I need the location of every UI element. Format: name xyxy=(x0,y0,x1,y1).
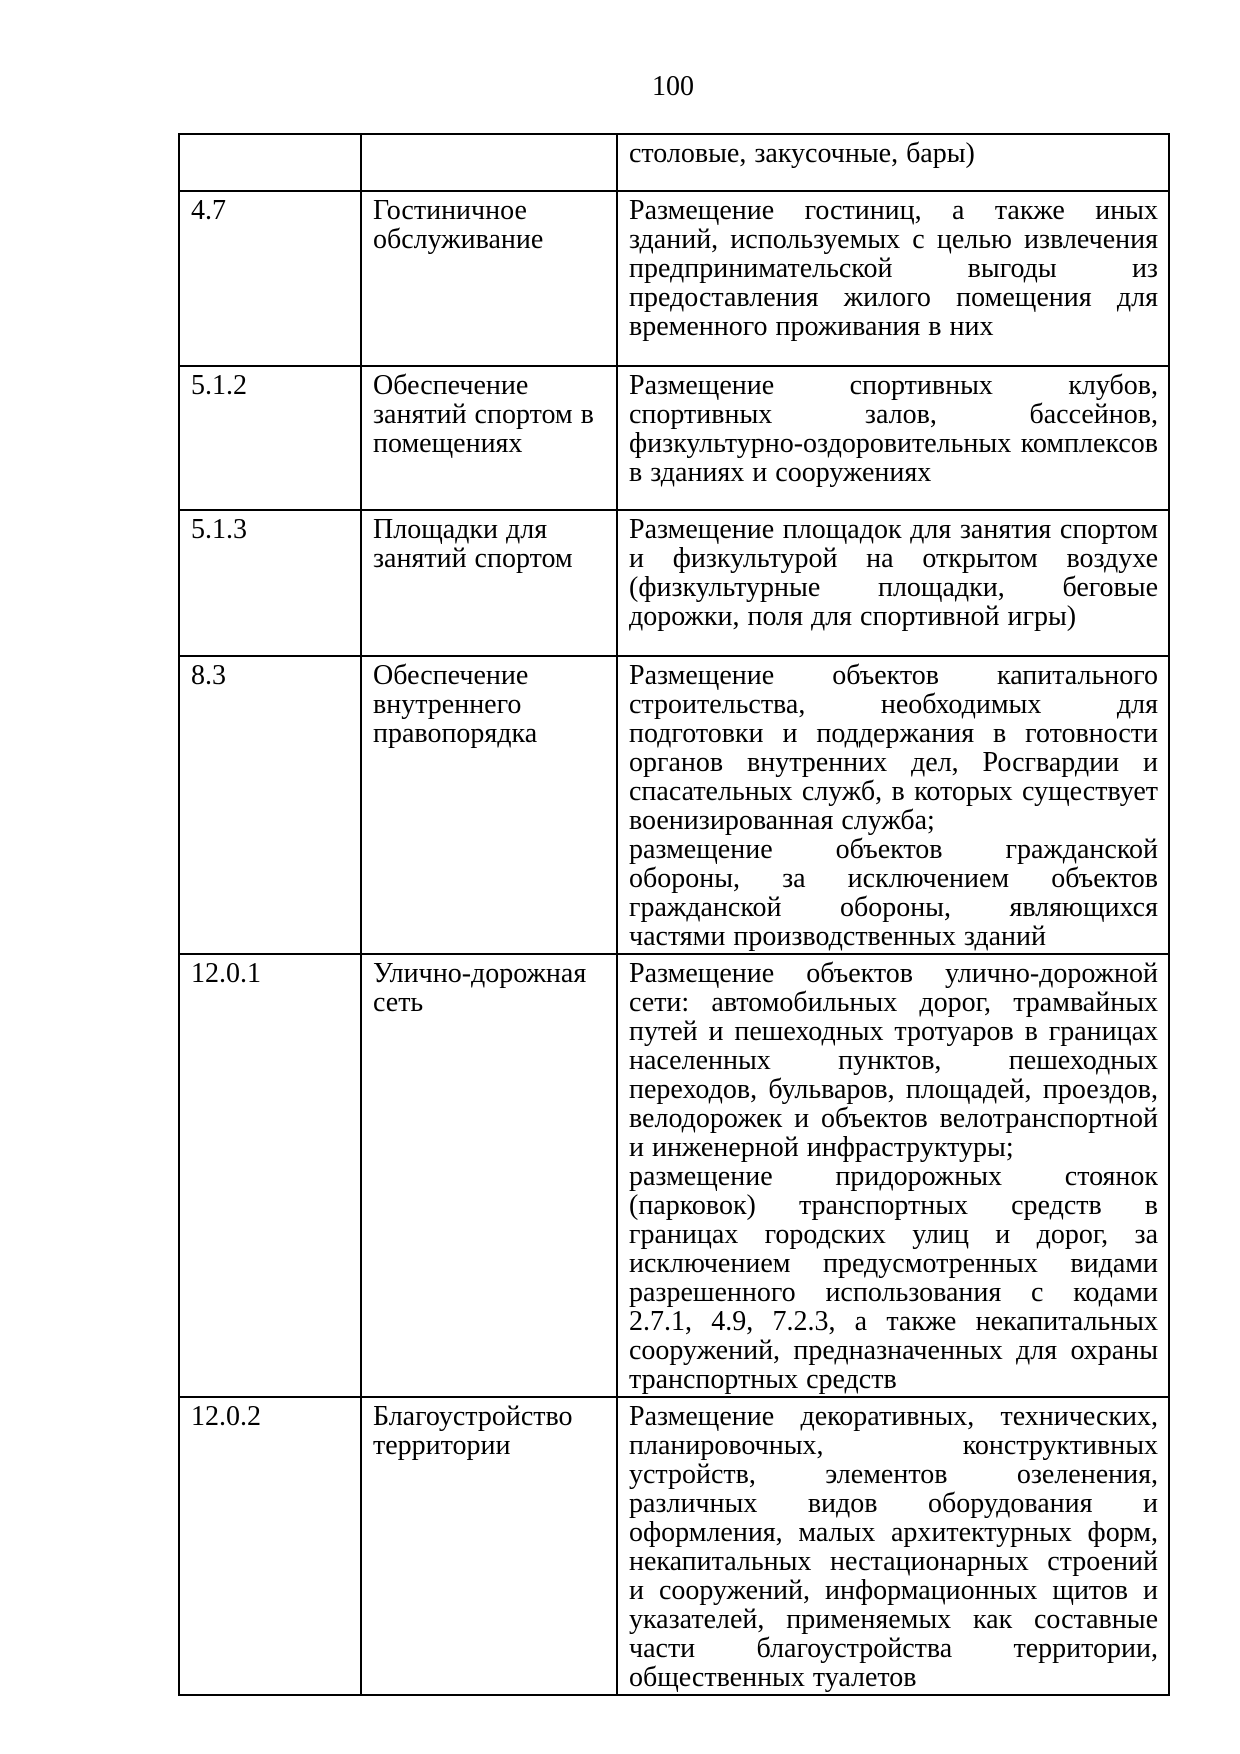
page-number: 100 xyxy=(652,71,694,102)
code-cell: 12.0.1 xyxy=(179,954,361,1397)
name-cell: Благоустройство территории xyxy=(361,1397,617,1695)
name-cell: Площадки для занятий спортом xyxy=(361,510,617,656)
description-cell xyxy=(617,510,1169,656)
table-row xyxy=(179,191,1169,366)
description-paragraph: Размещение площадок для занятия спортом и физкультурой на открытом воздухе (физкультурные площадки, беговые дорожки, поля для спортивной игры) xyxy=(629,514,1158,632)
name-cell: Обеспечение внутреннего правопорядка xyxy=(361,656,617,954)
table-row xyxy=(179,954,1169,1397)
code-cell: 12.0.2 xyxy=(179,1397,361,1695)
table-row xyxy=(179,134,1169,191)
description-paragraph: Размещение объектов улично-дорожной сети: автомобильных дорог, трамвайных путей и пешеходных тротуаров в границах населенных пунктов, пешеходных переходов, бульваров, площадей, проездов, велодорожек и объектов велотранспортной и инженерной инфраструктуры; xyxy=(629,958,1158,1163)
description-paragraph: размещение объектов гражданской обороны, за исключением объектов гражданской обороны, являющихся частями производственных зданий xyxy=(629,834,1158,952)
description-cell xyxy=(617,134,1169,191)
land-use-table xyxy=(178,133,1170,1696)
description-paragraph: Размещение объектов капитального строительства, необходимых для подготовки и поддержания в готовности органов внутренних дел, Росгвардии и спасательных служб, в которых существует военизированная служба; xyxy=(629,660,1158,836)
table-row xyxy=(179,366,1169,510)
description-paragraph: столовые, закусочные, бары) xyxy=(629,138,975,169)
code-cell: 5.1.2 xyxy=(179,366,361,510)
description-paragraph: Размещение спортивных клубов, спортивных залов, бассейнов, физкультурно-оздоровительных комплексов в зданиях и сооружениях xyxy=(629,370,1158,488)
code-cell: 8.3 xyxy=(179,656,361,954)
description-paragraph: размещение придорожных стоянок (парковок) транспортных средств в границах городских улиц и дорог, за исключением предусмотренных видами разрешенного использования с кодами 2.7.1, 4.9, 7.2.3, а также некапитальных сооружений, предназначенных для охраны транспортных средств xyxy=(629,1161,1158,1395)
code-cell xyxy=(179,134,361,191)
code-cell: 5.1.3 xyxy=(179,510,361,656)
name-cell: Улично-дорожная сеть xyxy=(361,954,617,1397)
name-cell: Обеспечение занятий спортом в помещениях xyxy=(361,366,617,510)
description-cell xyxy=(617,191,1169,366)
description-cell xyxy=(617,656,1169,954)
description-cell xyxy=(617,954,1169,1397)
table-row xyxy=(179,656,1169,954)
name-cell xyxy=(361,134,617,191)
table-row xyxy=(179,1397,1169,1695)
description-cell xyxy=(617,1397,1169,1695)
description-paragraph: Размещение гостиниц, а также иных зданий, используемых с целью извлечения предпринимательской выгоды из предоставления жилого помещения для временного проживания в них xyxy=(629,195,1158,342)
description-paragraph: Размещение декоративных, технических, планировочных, конструктивных устройств, элементов озеленения, различных видов оборудования и оформления, малых архитектурных форм, некапитальных нестационарных строений и сооружений, информационных щитов и указателей, применяемых как составные части благоустройства территории, общественных туалетов xyxy=(629,1401,1158,1693)
description-cell xyxy=(617,366,1169,510)
table-row xyxy=(179,510,1169,656)
code-cell: 4.7 xyxy=(179,191,361,366)
name-cell: Гостиничное обслуживание xyxy=(361,191,617,366)
